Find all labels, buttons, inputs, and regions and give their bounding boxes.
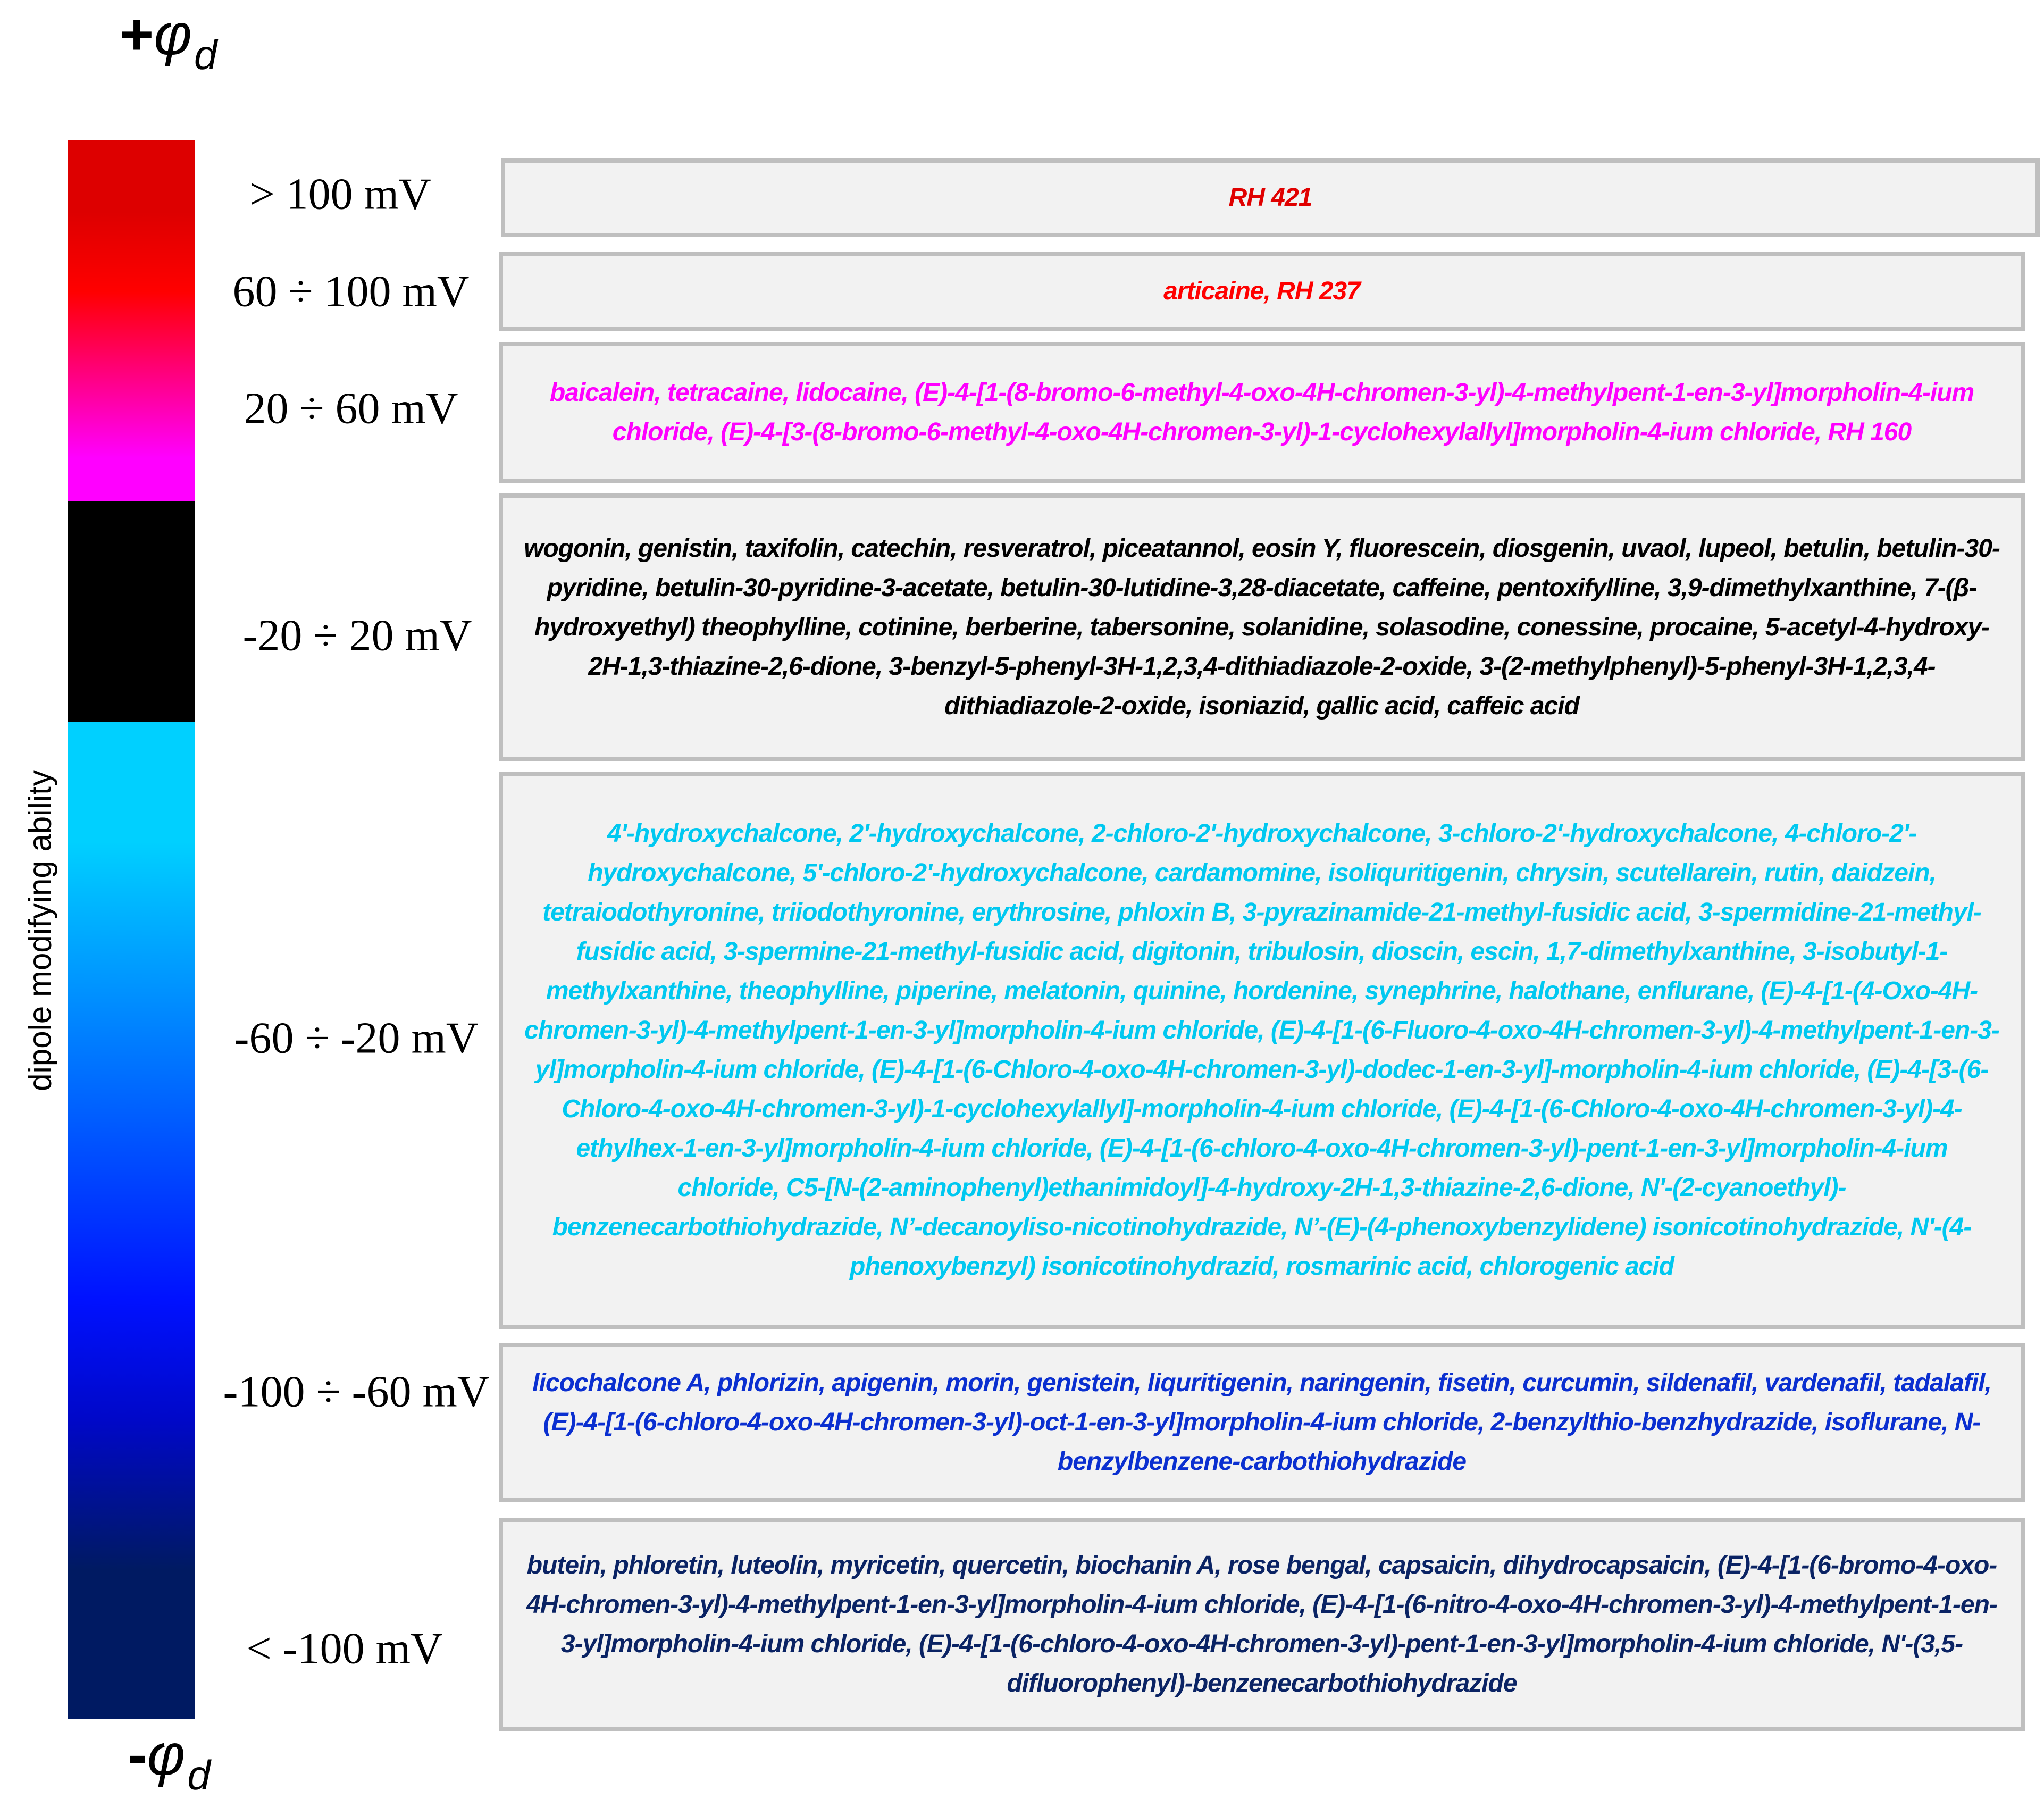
compound-list: wogonin, genistin, taxifolin, catechin, resveratrol, piceatannol, eosin Y, fluorescein, diosgenin, uvaol, lupeol, betulin, betulin-30-pyridine, betulin-30-pyridine-3-acetate, betulin-30-lutidine-3,28-diacetate, caffeine, pentoxifylline, 3,9-dimethylxanthine, 7-(β-hydroxyethyl) theophylline, cotinine, berberine, tabersonine, solanidine, solasodine, conessine, procaine, 5-acetyl-4-hydroxy-2H-1,3-thiazine-2,6-dione, 3-benzyl-5-phenyl-3H-1,2,3,4-dithiadiazole-2-oxide, 3-(2-methylphenyl)-5-phenyl-3H-1,2,3,4-dithiadiazole-2-oxide, isoniazid, gallic acid, caffeic acid [524, 534, 2000, 720]
compound-list: RH 421 [1228, 183, 1312, 212]
color-scale-bar [68, 140, 195, 1719]
compound-list: articaine, RH 237 [1163, 277, 1360, 305]
compound-box [499, 1518, 2025, 1731]
range-label: < -100 mV [246, 1624, 443, 1674]
phi-symbol: φ [154, 2, 192, 67]
colorbar-segment-positive [68, 140, 195, 501]
compound-list: 4'-hydroxychalcone, 2'-hydroxychalcone, 2-chloro-2'-hydroxychalcone, 3-chloro-2'-hydroxychalcone, 4-chloro-2'-hydroxychalcone, 5'-chloro-2'-hydroxychalcone, cardamomine, isoliquritigenin, chrysin, scutellarein, rutin, daidzein, tetraiodothyronine, triiodothyronine, erythrosine, phloxin B, 3-pyrazinamide-21-methyl-fusidic acid, 3-spermidine-21-methyl-fusidic acid, 3-spermine-21-methyl-fusidic acid, digitonin, tribulosin, dioscin, escin, 1,7-dimethylxanthine, 3-isobutyl-1-methylxanthine, theophylline, piperine, melatonin, quinine, hordenine, synephrine, halothane, enflurane, (E)-4-[1-(4-Oxo-4H-chromen-3-yl)-4-methylpent-1-en-3-yl]morpholin-4-ium chloride, (E)-4-[1-(6-Fluoro-4-oxo-4H-chromen-3-yl)-4-methylpent-1-en-3-yl]morpholin-4-ium chloride, (E)-4-[1-(6-Chloro-4-oxo-4H-chromen-3-yl)-dodec-1-en-3-yl]-morpholin-4-ium chloride, (E)-4-[3-(6-Chloro-4-oxo-4H-chromen-3-yl)-1-cyclohexylallyl]-morpholin-4-ium chloride, (E)-4-[1-(6-Chloro-4-oxo-4H-chromen-3-yl)-4-ethylhex-1-en-3-yl]morpholin-4-ium chloride, (E)-4-[1-(6-chloro-4-oxo-4H-chromen-3-yl)-pent-1-en-3-yl]morpholin-4-ium chloride, C5-[N-(2-aminophenyl)ethanimidoyl]-4-hydroxy-2H-1,3-thiazine-2,6-dione, N'-(2-cyanoethyl)-benzenecarbothiohydrazide, N’-decanoyliso-nicotinohydrazide, N’-(E)-(4-phenoxybenzylidene) isonicotinohydrazide, N'-(4-phenoxybenzyl) isonicotinohydrazid, rosmarinic acid, chlorogenic acid [524, 819, 1999, 1281]
phi-sign: - [128, 1722, 147, 1787]
range-label: > 100 mV [249, 169, 431, 219]
range-label: -60 ÷ -20 mV [234, 1013, 479, 1063]
compound-box [499, 342, 2025, 483]
compound-box [499, 1343, 2025, 1502]
positive-phi-label [120, 2, 217, 78]
range-label: 20 ÷ 60 mV [244, 383, 458, 433]
negative-phi-label [128, 1722, 211, 1798]
compound-box [499, 493, 2025, 761]
range-label: 60 ÷ 100 mV [232, 266, 470, 316]
phi-sign: + [120, 2, 154, 67]
phi-subscript: d [187, 1752, 211, 1798]
range-label: -100 ÷ -60 mV [223, 1367, 490, 1417]
phi-symbol: φ [147, 1722, 186, 1787]
compound-box [499, 252, 2025, 331]
phi-subscript: d [194, 31, 217, 78]
colorbar-segment-negative [68, 722, 195, 1719]
compound-list: licochalcone A, phlorizin, apigenin, morin, genistein, liquritigenin, naringenin, fisetin, curcumin, sildenafil, vardenafil, tadalafil, (E)-4-[1-(6-chloro-4-oxo-4H-chromen-3-yl)-oct-1-en-3-yl]morpholin-4-ium chloride, 2-benzylthio-benzhydrazide, isoflurane, N-benzylbenzene-carbothiohydrazide [532, 1369, 1991, 1476]
compound-list: butein, phloretin, luteolin, myricetin, quercetin, biochanin A, rose bengal, capsaicin, dihydrocapsaicin, (E)-4-[1-(6-bromo-4-oxo-4H-chromen-3-yl)-4-methylpent-1-en-3-yl]morpholin-4-ium chloride, (E)-4-[1-(6-nitro-4-oxo-4H-chromen-3-yl)-4-methylpent-1-en-3-yl]morpholin-4-ium chloride, (E)-4-[1-(6-chloro-4-oxo-4H-chromen-3-yl)-pent-1-en-3-yl]morpholin-4-ium chloride, N'-(3,5-difluorophenyl)-benzenecarbothiohydrazide [526, 1551, 1997, 1697]
compound-list: baicalein, tetracaine, lidocaine, (E)-4-[1-(8-bromo-6-methyl-4-oxo-4H-chromen-3-yl)-4-methylpent-1-en-3-yl]morpholin-4-ium chloride, (E)-4-[3-(8-bromo-6-methyl-4-oxo-4H-chromen-3-yl)-1-cyclohexylallyl]morpholin-4-ium chloride, RH 160 [549, 378, 1974, 446]
compound-box [499, 772, 2025, 1329]
compound-box [501, 158, 2040, 237]
range-label: -20 ÷ 20 mV [242, 610, 472, 660]
axis-label: dipole modifying ability [22, 770, 58, 1091]
colorbar-segment-neutral [68, 501, 195, 722]
